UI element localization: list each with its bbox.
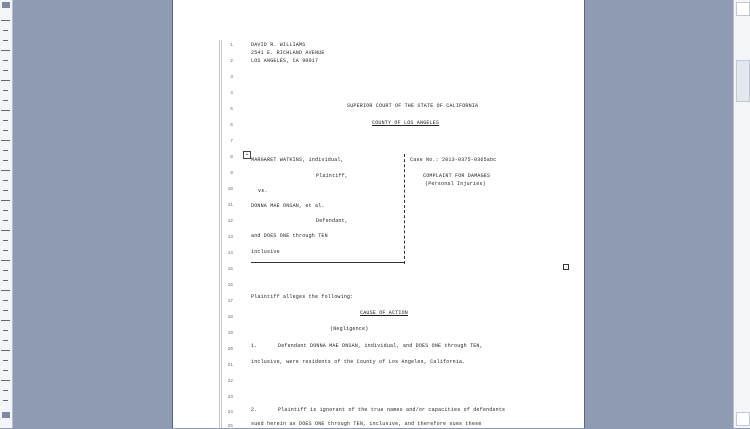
cause-of-action-heading: CAUSE OF ACTION [360,310,409,316]
paragraph-1-number: 1. [251,343,258,349]
ruler-tick [3,90,8,91]
scroll-down-button[interactable] [736,412,750,426]
ruler-tick [3,400,8,401]
attorney-city: LOS ANGELES, CA 90017 [251,58,319,64]
ruler-tick [3,390,8,391]
defendant-name: DONNA MAE ONSAN, et al. [251,203,325,209]
ruler-tick [3,270,8,271]
scroll-thumb[interactable] [736,60,750,102]
ruler-tick [3,180,8,181]
ruler-tick [3,280,8,281]
paragraph-2-number: 2. [251,407,258,413]
ruler-tick [1,110,10,111]
ruler-tick [3,40,8,41]
line-number: 10 [227,187,233,192]
line-number: 4 [230,91,233,96]
court-county: COUNTY OF LOS ANGELES [372,120,440,126]
ruler-tick [3,120,8,121]
ruler-tick [3,60,8,61]
negligence-heading: (Negligence) [330,326,369,332]
paragraph-2-line-2: sued herein as DOES ONE through TEN, inclusive, and therefore sues these [251,421,482,427]
paragraph-1-line-2: inclusive, were residents of the County of Los Angeles, California. [251,359,466,365]
line-number: 18 [227,315,233,320]
attorney-street: 2541 E. RICHLAND AVENUE [251,50,325,56]
ruler-tick [1,80,10,81]
plaintiff-label: Plaintiff, [316,173,349,179]
ruler-tick [3,150,8,151]
line-number: 7 [230,139,233,144]
line-number: 22 [227,379,233,384]
ruler-tick [3,100,8,101]
line-number: 1 [230,43,233,48]
caption-divider [404,154,405,264]
line-number: 14 [227,251,233,256]
caption-bottom-rule [251,262,404,263]
ruler-tick [1,230,10,231]
case-number: Case No.: 2013-0375-0365abc [410,157,497,163]
allegation-intro: Plaintiff alleges the following: [251,294,354,300]
document-page[interactable] [172,0,585,428]
ruler-tick [3,220,8,221]
line-number: 11 [227,203,233,208]
ruler-tick [1,170,10,171]
line-number: 6 [230,123,233,128]
ruler-tick [3,190,8,191]
ruler-tick [3,310,8,311]
line-number: 9 [230,171,233,176]
ruler-tick [1,20,10,21]
complaint-title: COMPLAINT FOR DAMAGES [423,173,491,179]
ruler-tick [1,290,10,291]
line-number: 5 [230,107,233,112]
ruler-tick [3,300,8,301]
line-number: 20 [227,347,233,352]
ruler-tick [1,200,10,201]
ruler-tick [3,240,8,241]
left-margin-line [219,40,220,428]
table-move-handle-icon[interactable]: + [243,151,251,159]
vertical-scrollbar[interactable] [733,0,750,428]
ruler-tick [3,210,8,211]
line-number: 2 [230,59,233,64]
complaint-subtitle: (Personal Injuries) [425,181,486,187]
does-text: and DOES ONE through TEN [251,233,328,239]
ruler-tick [3,330,8,331]
line-number: 15 [227,267,233,272]
ruler-tick [3,360,8,361]
defendant-label: Defendant, [316,218,349,224]
ruler-tick [1,380,10,381]
line-number: 21 [227,363,233,368]
table-resize-handle-icon[interactable] [563,264,569,270]
ruler-tick [3,160,8,161]
plaintiff-name: MARGARET WATKINS, individual, [251,157,344,163]
line-number: 23 [227,395,233,400]
ruler-tick [1,50,10,51]
ruler-tick [3,340,8,341]
left-margin-line-inner [221,40,222,428]
ruler-tick [1,140,10,141]
ruler-tick [3,250,8,251]
ruler-tick [1,350,10,351]
vertical-ruler[interactable] [0,0,13,428]
attorney-name: DAVID R. WILLIAMS [251,42,306,48]
line-number: 13 [227,235,233,240]
line-number: 25 [227,424,233,429]
court-title: SUPERIOR COURT OF THE STATE OF CALIFORNIA [347,103,479,109]
versus-text: vs. [258,188,268,194]
paragraph-2-line-1: Plaintiff is ignorant of the true names and/or capacities of defendants [278,407,506,413]
scroll-up-button[interactable] [736,2,750,16]
ruler-top-margin-marker[interactable] [2,2,10,8]
line-number: 8 [230,155,233,160]
line-number: 3 [230,75,233,80]
ruler-tick [3,370,8,371]
line-number: 17 [227,299,233,304]
ruler-tick [3,30,8,31]
line-number: 19 [227,331,233,336]
ruler-tick [1,320,10,321]
line-number: 16 [227,283,233,288]
ruler-tick [3,70,8,71]
ruler-tick [3,130,8,131]
ruler-tick [1,260,10,261]
paragraph-1-line-1: Defendant DONNA MAE ONSAN, individual, and DOES ONE through TEN, [278,343,483,349]
inclusive-text: inclusive [251,249,280,255]
line-number: 12 [227,219,233,224]
ruler-bottom-margin-marker[interactable] [2,412,10,418]
line-number: 24 [227,410,233,415]
